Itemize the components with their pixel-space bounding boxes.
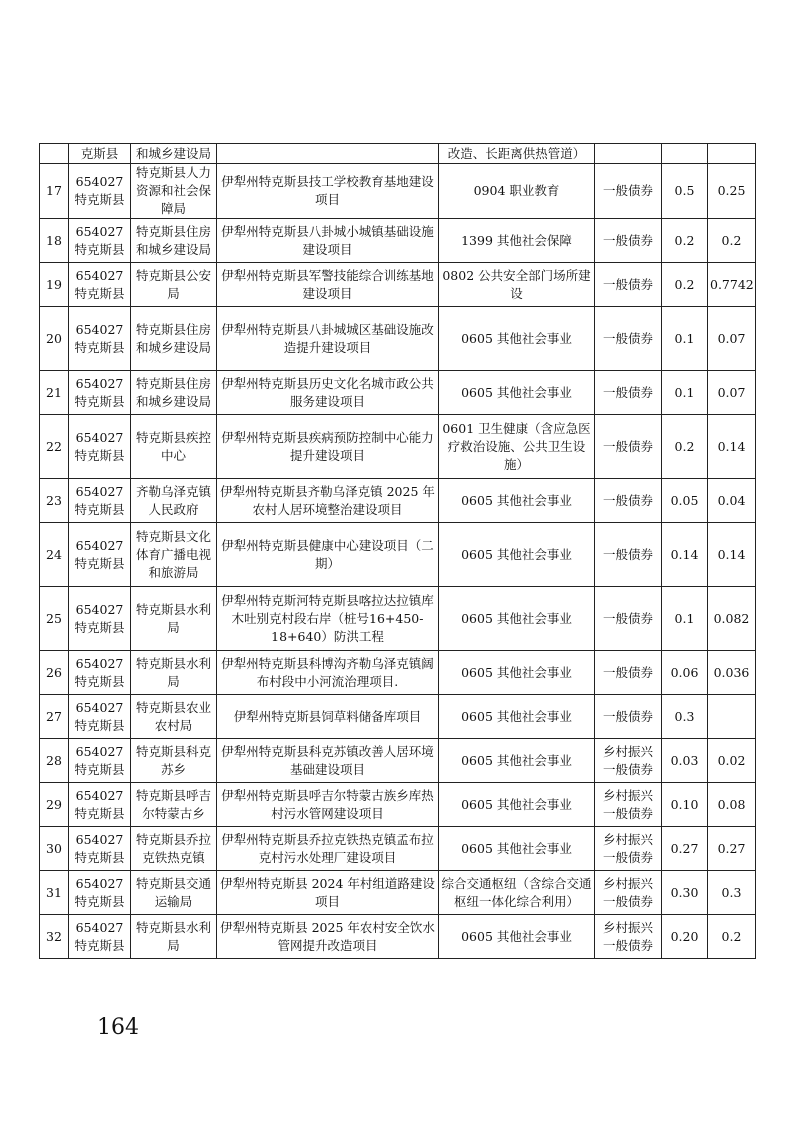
- cell-amount-2: 0.2: [708, 219, 756, 263]
- cell-no: 20: [40, 307, 69, 371]
- cell-no: 22: [40, 415, 69, 479]
- cell-bond-type: 一般债券: [595, 164, 662, 219]
- cell-category: 0605 其他社会事业: [439, 827, 595, 871]
- cell-region-code: 654027 特克斯县: [69, 479, 131, 523]
- cell-region-code: 654027 特克斯县: [69, 219, 131, 263]
- table-row: [40, 739, 756, 783]
- cell-project: 伊犁州特克斯县疾病预防控制中心能力提升建设项目: [217, 415, 439, 479]
- cell-region-code: 654027 特克斯县: [69, 415, 131, 479]
- cell-amount-2: 0.082: [708, 587, 756, 651]
- cell-amount-2: [708, 695, 756, 739]
- cell-region-code: 654027 特克斯县: [69, 915, 131, 959]
- cell-department: 特克斯县呼吉尔特蒙古乡: [131, 783, 217, 827]
- table-row: [40, 219, 756, 263]
- cell-amount-2: 0.02: [708, 739, 756, 783]
- cell-department: 特克斯县水利局: [131, 587, 217, 651]
- cell-amount-1: 0.06: [662, 651, 708, 695]
- table-row: [40, 523, 756, 587]
- cell-department: 特克斯县住房和城乡建设局: [131, 371, 217, 415]
- cell-category: 0605 其他社会事业: [439, 695, 595, 739]
- table-row: [40, 587, 756, 651]
- cell-no: 24: [40, 523, 69, 587]
- cell-bond-type: 乡村振兴一般债券: [595, 915, 662, 959]
- cell-category: 0605 其他社会事业: [439, 739, 595, 783]
- cell-project: 伊犁州特克斯县齐勒乌泽克镇 2025 年农村人居环境整治建设项目: [217, 479, 439, 523]
- cell-category: 0605 其他社会事业: [439, 479, 595, 523]
- cell-amount-1: 0.20: [662, 915, 708, 959]
- cell-department: 特克斯县住房和城乡建设局: [131, 307, 217, 371]
- cell-amount-1: 0.03: [662, 739, 708, 783]
- cell-department: 特克斯县人力资源和社会保障局: [131, 164, 217, 219]
- cell-no: 23: [40, 479, 69, 523]
- cell-amount-1: 0.3: [662, 695, 708, 739]
- cell-bond-type: 一般债券: [595, 415, 662, 479]
- cell-department: 特克斯县乔拉克铁热克镇: [131, 827, 217, 871]
- cell-project: 伊犁州特克斯县八卦城小城镇基础设施建设项目: [217, 219, 439, 263]
- cell-amount-2: 0.036: [708, 651, 756, 695]
- cell-category: 0605 其他社会事业: [439, 915, 595, 959]
- cell-department: 特克斯县农业农村局: [131, 695, 217, 739]
- table-row: [40, 695, 756, 739]
- cell-project: 伊犁州特克斯县饲草料储备库项目: [217, 695, 439, 739]
- cell-category: 0904 职业教育: [439, 164, 595, 219]
- cell-category: 改造、长距离供热管道）: [439, 144, 595, 164]
- cell-department: 特克斯县科克苏乡: [131, 739, 217, 783]
- cell-bond-type: 一般债券: [595, 263, 662, 307]
- cell-category: 1399 其他社会保障: [439, 219, 595, 263]
- cell-department: 特克斯县住房和城乡建设局: [131, 219, 217, 263]
- cell-bond-type: 乡村振兴一般债券: [595, 827, 662, 871]
- cell-amount-1: 0.14: [662, 523, 708, 587]
- cell-project: 伊犁州特克斯县 2025 年农村安全饮水管网提升改造项目: [217, 915, 439, 959]
- table-row: [40, 164, 756, 219]
- cell-amount-2: 0.07: [708, 307, 756, 371]
- cell-amount-2: 0.25: [708, 164, 756, 219]
- cell-amount-2: 0.7742: [708, 263, 756, 307]
- table-row: [40, 915, 756, 959]
- cell-amount-1: 0.1: [662, 587, 708, 651]
- cell-amount-1: 0.10: [662, 783, 708, 827]
- cell-region-code: 654027 特克斯县: [69, 263, 131, 307]
- cell-region-code: 654027 特克斯县: [69, 695, 131, 739]
- cell-bond-type: 一般债券: [595, 651, 662, 695]
- cell-category: 0605 其他社会事业: [439, 783, 595, 827]
- table-row: [40, 263, 756, 307]
- cell-no: 25: [40, 587, 69, 651]
- cell-bond-type: 一般债券: [595, 523, 662, 587]
- cell-region-code: 654027 特克斯县: [69, 371, 131, 415]
- cell-department: 特克斯县文化体育广播电视和旅游局: [131, 523, 217, 587]
- cell-no: 28: [40, 739, 69, 783]
- cell-amount-2: 0.04: [708, 479, 756, 523]
- cell-department: 和城乡建设局: [131, 144, 217, 164]
- cell-no: [40, 144, 69, 164]
- cell-project: 伊犁州特克斯县军警技能综合训练基地建设项目: [217, 263, 439, 307]
- cell-amount-1: 0.2: [662, 263, 708, 307]
- cell-project: 伊犁州特克斯县健康中心建设项目（二期）: [217, 523, 439, 587]
- cell-no: 21: [40, 371, 69, 415]
- cell-amount-1: 0.2: [662, 219, 708, 263]
- cell-project: 伊犁州特克斯县呼吉尔特蒙古族乡库热村污水管网建设项目: [217, 783, 439, 827]
- cell-project: 伊犁州特克斯河特克斯县喀拉达拉镇库木吐别克村段右岸（桩号16+450-18+640）防洪工程: [217, 587, 439, 651]
- cell-no: 26: [40, 651, 69, 695]
- table-row: [40, 479, 756, 523]
- cell-department: 特克斯县交通运输局: [131, 871, 217, 915]
- cell-amount-2: 0.07: [708, 371, 756, 415]
- cell-bond-type: 乡村振兴一般债券: [595, 783, 662, 827]
- cell-department: 齐勒乌泽克镇人民政府: [131, 479, 217, 523]
- cell-project: 伊犁州特克斯县技工学校教育基地建设项目: [217, 164, 439, 219]
- cell-region-code: 654027 特克斯县: [69, 651, 131, 695]
- cell-project: 伊犁州特克斯县科克苏镇改善人居环境基础建设项目: [217, 739, 439, 783]
- cell-project: 伊犁州特克斯县科博沟齐勒乌泽克镇阔布村段中小河流治理项目.: [217, 651, 439, 695]
- cell-category: 0605 其他社会事业: [439, 371, 595, 415]
- cell-bond-type: 一般债券: [595, 587, 662, 651]
- cell-region-code: 654027 特克斯县: [69, 827, 131, 871]
- table-row: [40, 783, 756, 827]
- cell-amount-1: 0.30: [662, 871, 708, 915]
- cell-department: 特克斯县水利局: [131, 651, 217, 695]
- cell-bond-type: 一般债券: [595, 371, 662, 415]
- cell-bond-type: 乡村振兴一般债券: [595, 739, 662, 783]
- cell-category: 综合交通枢纽（含综合交通枢纽一体化综合利用）: [439, 871, 595, 915]
- cell-department: 特克斯县疾控中心: [131, 415, 217, 479]
- cell-region-code: 654027 特克斯县: [69, 523, 131, 587]
- cell-amount-1: 0.2: [662, 415, 708, 479]
- cell-department: 特克斯县水利局: [131, 915, 217, 959]
- cell-project: 伊犁州特克斯县历史文化名城市政公共服务建设项目: [217, 371, 439, 415]
- cell-category: 0605 其他社会事业: [439, 587, 595, 651]
- cell-no: 30: [40, 827, 69, 871]
- cell-amount-1: [662, 144, 708, 164]
- cell-amount-2: [708, 144, 756, 164]
- cell-no: 32: [40, 915, 69, 959]
- table-row: [40, 307, 756, 371]
- cell-amount-2: 0.14: [708, 415, 756, 479]
- cell-amount-1: 0.1: [662, 307, 708, 371]
- cell-amount-2: 0.27: [708, 827, 756, 871]
- cell-no: 18: [40, 219, 69, 263]
- cell-region-code: 654027 特克斯县: [69, 164, 131, 219]
- cell-category: 0605 其他社会事业: [439, 307, 595, 371]
- table-row: [40, 371, 756, 415]
- cell-project: 伊犁州特克斯县乔拉克铁热克镇孟布拉克村污水处理厂建设项目: [217, 827, 439, 871]
- cell-amount-2: 0.08: [708, 783, 756, 827]
- continuation-row: [40, 144, 756, 164]
- cell-region-code: 654027 特克斯县: [69, 739, 131, 783]
- cell-bond-type: 一般债券: [595, 695, 662, 739]
- cell-project: [217, 144, 439, 164]
- cell-category: 0802 公共安全部门场所建设: [439, 263, 595, 307]
- cell-category: 0605 其他社会事业: [439, 523, 595, 587]
- cell-project: 伊犁州特克斯县 2024 年村组道路建设项目: [217, 871, 439, 915]
- cell-no: 31: [40, 871, 69, 915]
- cell-bond-type: 一般债券: [595, 307, 662, 371]
- cell-project: 伊犁州特克斯县八卦城城区基础设施改造提升建设项目: [217, 307, 439, 371]
- cell-region-code: 654027 特克斯县: [69, 307, 131, 371]
- cell-department: 特克斯县公安局: [131, 263, 217, 307]
- cell-bond-type: 乡村振兴一般债券: [595, 871, 662, 915]
- cell-region-code: 654027 特克斯县: [69, 871, 131, 915]
- cell-no: 17: [40, 164, 69, 219]
- table-row: [40, 651, 756, 695]
- cell-no: 19: [40, 263, 69, 307]
- cell-category: 0601 卫生健康（含应急医疗救治设施、公共卫生设施）: [439, 415, 595, 479]
- cell-bond-type: 一般债券: [595, 479, 662, 523]
- cell-amount-2: 0.14: [708, 523, 756, 587]
- table-row: [40, 871, 756, 915]
- cell-region-code: 654027 特克斯县: [69, 783, 131, 827]
- cell-amount-1: 0.27: [662, 827, 708, 871]
- table-body: [40, 144, 756, 959]
- cell-amount-2: 0.2: [708, 915, 756, 959]
- cell-no: 27: [40, 695, 69, 739]
- table-row: [40, 415, 756, 479]
- cell-region-code: 654027 特克斯县: [69, 587, 131, 651]
- cell-bond-type: [595, 144, 662, 164]
- cell-no: 29: [40, 783, 69, 827]
- cell-amount-1: 0.05: [662, 479, 708, 523]
- debt-project-table: [39, 143, 756, 959]
- cell-region-code: 克斯县: [69, 144, 131, 164]
- cell-bond-type: 一般债券: [595, 219, 662, 263]
- cell-category: 0605 其他社会事业: [439, 651, 595, 695]
- cell-amount-1: 0.1: [662, 371, 708, 415]
- cell-amount-2: 0.3: [708, 871, 756, 915]
- table-row: [40, 827, 756, 871]
- page-number: 164: [97, 1015, 139, 1040]
- cell-amount-1: 0.5: [662, 164, 708, 219]
